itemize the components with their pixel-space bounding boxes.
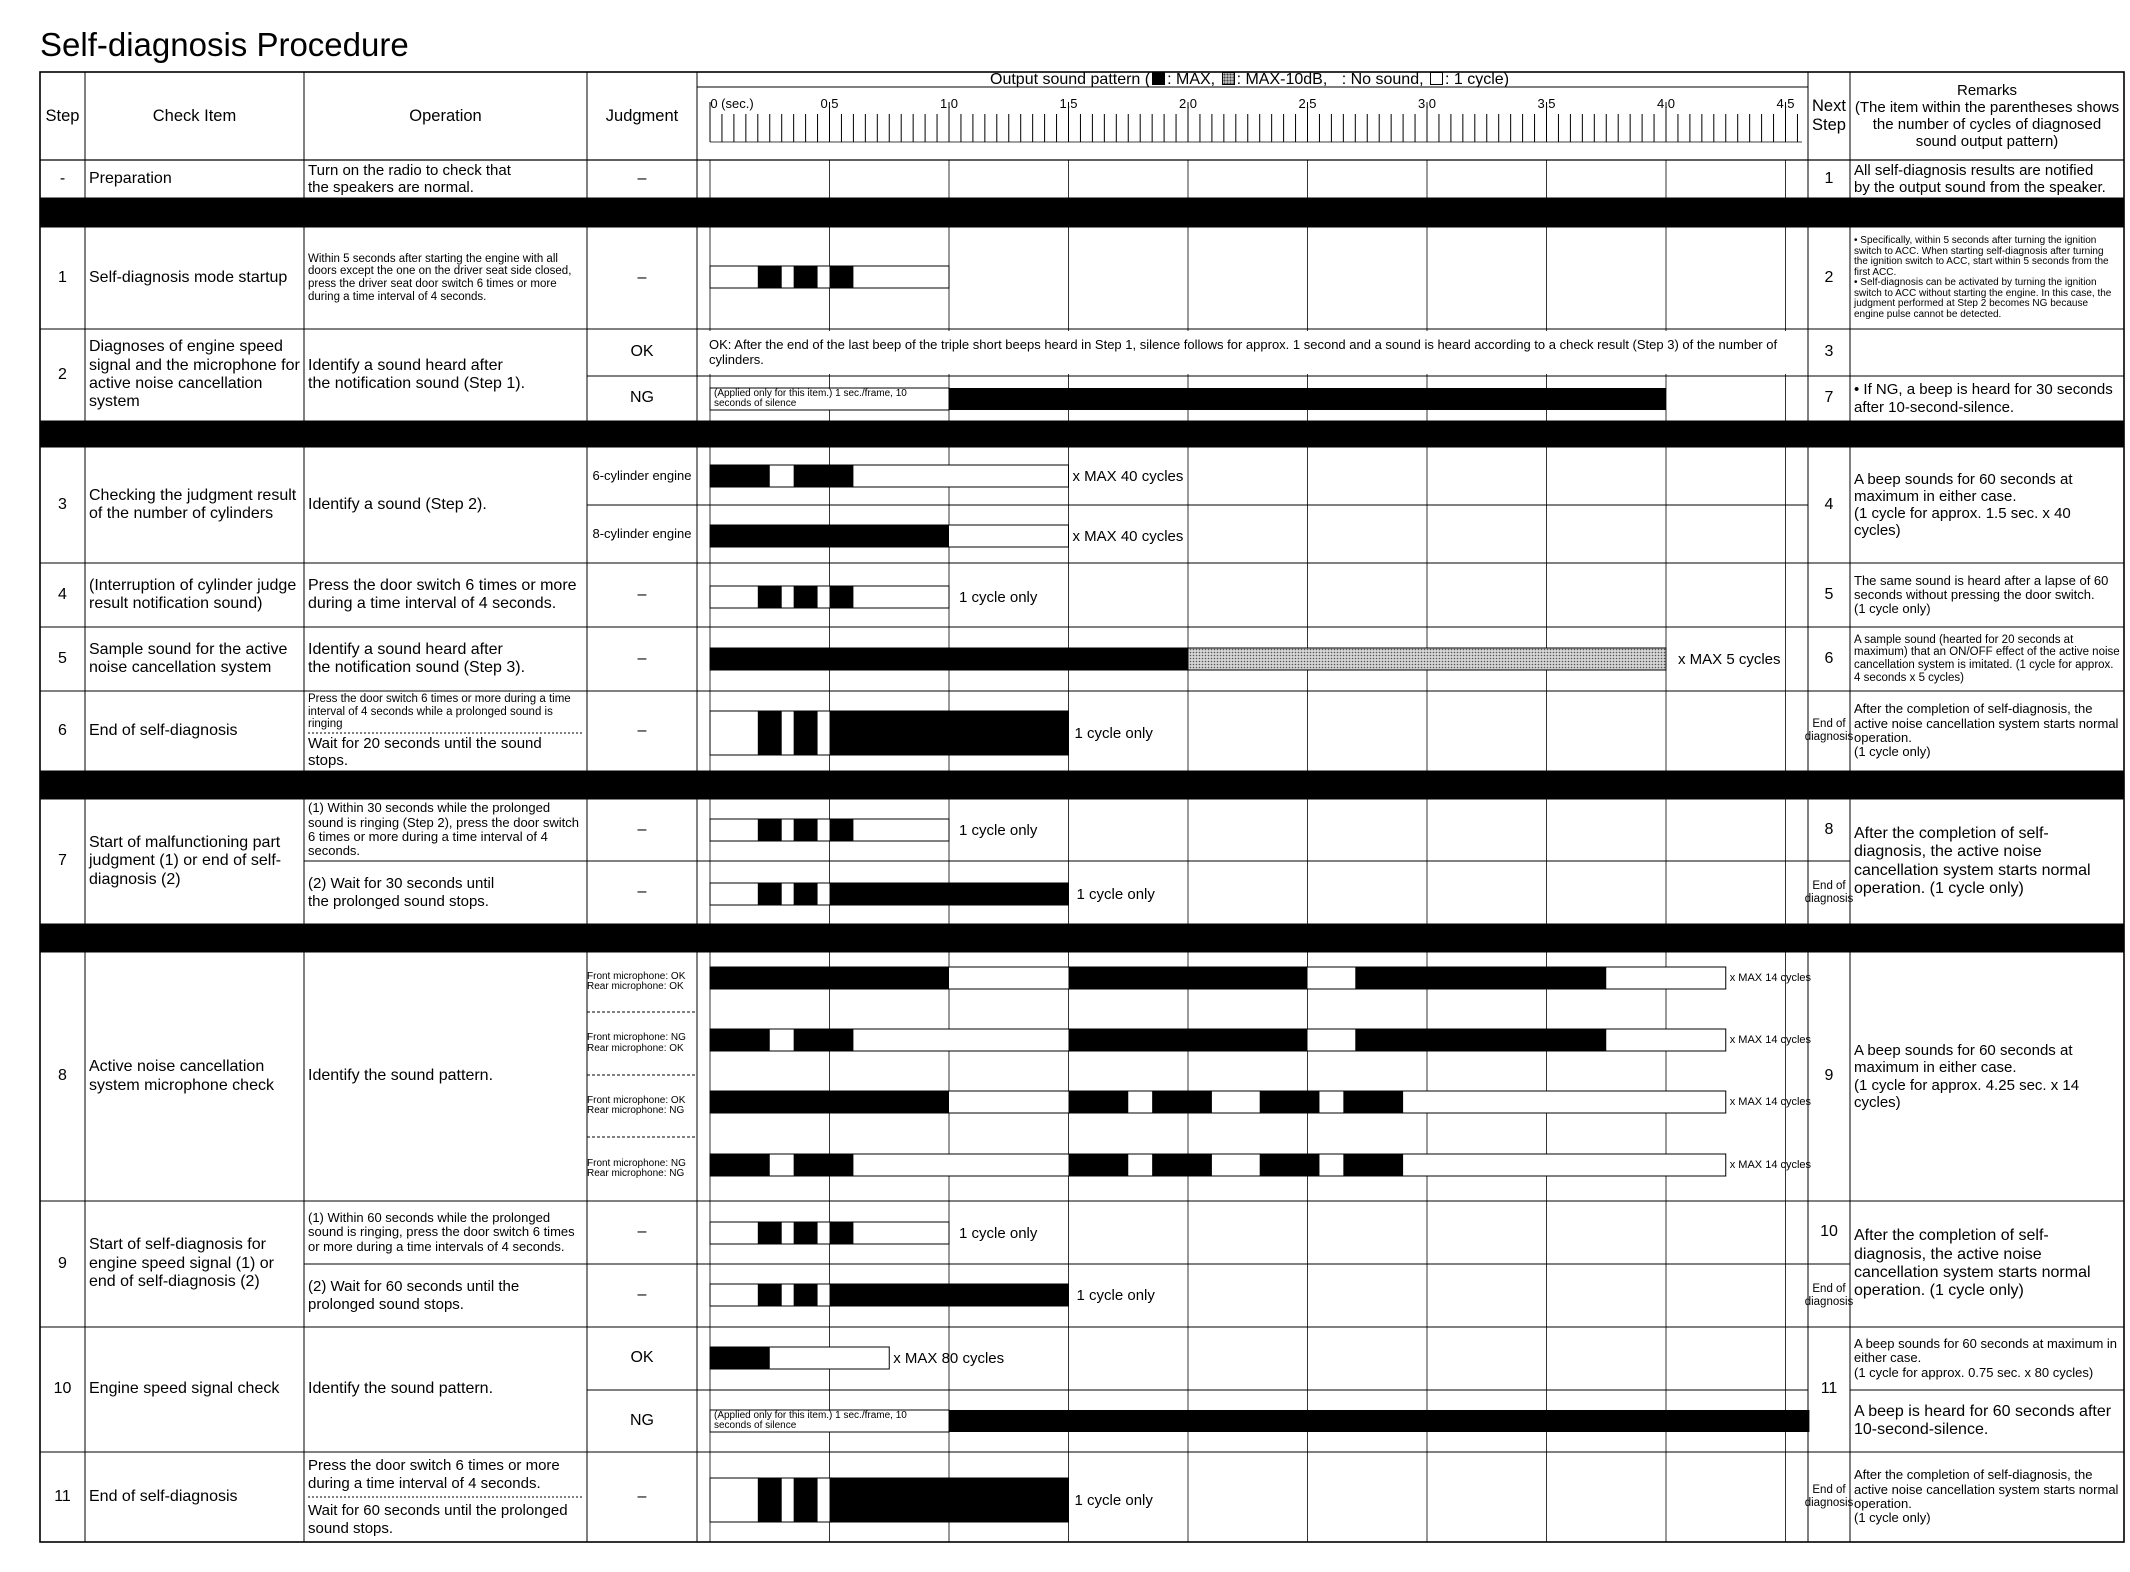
- judgment-text: –: [637, 585, 647, 603]
- operation-text-b: Wait for 20 seconds until the sound stops.: [308, 734, 542, 769]
- judgment-text: –: [637, 1286, 647, 1304]
- cycles-label: x MAX 80 cycles: [893, 1349, 1005, 1367]
- operation-text: Identify the sound pattern.: [308, 1067, 494, 1085]
- timeline-tick-label: 0.5: [820, 96, 839, 111]
- judgment-ng: NG: [630, 389, 654, 407]
- step-number: 8: [58, 1067, 67, 1085]
- timeline-tick-label: 2.5: [1298, 96, 1317, 111]
- timeline-tick-label: 4.0: [1656, 96, 1676, 111]
- step-number: 5: [58, 649, 67, 667]
- operation-text: Identify a sound heard after the notification sound (Step 3).: [308, 640, 526, 676]
- cycles-label: 1 cycle only: [959, 821, 1038, 839]
- cycles-label: 1 cycle only: [1074, 1491, 1153, 1509]
- header-check-item: Check Item: [152, 106, 237, 125]
- check-item: Sample sound for the active noise cancellation system: [89, 640, 288, 676]
- legend-max10-swatch: [1222, 72, 1235, 85]
- cycles-label: x MAX 14 cycles: [1729, 972, 1812, 984]
- header-next-step: Next Step: [1812, 97, 1846, 134]
- judgment-microphone: Front microphone: NG Rear microphone: OK: [587, 1032, 686, 1054]
- check-item: Start of self-diagnosis for engine speed signal (1) or end of self-diagnosis (2): [89, 1236, 275, 1291]
- legend-none: : No sound,: [1341, 71, 1428, 88]
- next-step: 8: [1824, 820, 1834, 838]
- procedure-table: [40, 72, 2124, 1542]
- check-item: Start of malfunctioning part judgment (1) or end of self-diagnosis (2): [89, 833, 282, 888]
- timeline-tick-label: 0 (sec.): [710, 96, 754, 111]
- output-pattern-title: [990, 71, 1509, 89]
- ng-silence-note: (Applied only for this item.) 1 sec./frame, 10 seconds of silence: [714, 1409, 907, 1431]
- operation-text: Identify a sound heard after the notification sound (Step 1).: [308, 356, 526, 392]
- remarks-text: A beep sounds for 60 seconds at maximum in either case. (1 cycle for approx. 0.75 sec. x 80 cycles): [1854, 1336, 2118, 1380]
- judgment-text: –: [637, 268, 647, 286]
- next-step: 10: [1820, 1223, 1838, 1241]
- judgment-microphone: Front microphone: OK Rear microphone: OK: [587, 970, 686, 992]
- ng-silence-note: (Applied only for this item.) 1 sec./frame, 10 seconds of silence: [714, 387, 907, 409]
- operation-text: Press the door switch 6 times or more during a time interval of 4 seconds.: [308, 576, 577, 612]
- operation-text: Within 5 seconds after starting the engine with all doors except the one on the driver seat side closed, press the driver seat door switch 6 times or more during a time interval of 4 seconds.: [308, 252, 572, 303]
- operation-text-a: Press the door switch 6 times or more during a time interval of 4 seconds while a prolonged sound is ringing: [308, 693, 571, 731]
- header-judgment: Judgment: [605, 106, 679, 125]
- next-step: End of diagnosis: [1804, 1484, 1854, 1509]
- check-item: Engine speed signal check: [89, 1380, 280, 1398]
- check-item: End of self-diagnosis: [89, 1487, 238, 1505]
- next-step: 6: [1824, 649, 1834, 667]
- next-step: 1: [1824, 169, 1834, 187]
- next-step: 7: [1824, 389, 1834, 407]
- timeline-tick-label: 1.0: [939, 96, 959, 111]
- cycles-label: x MAX 14 cycles: [1729, 1034, 1812, 1046]
- remarks-text: After the completion of self-diagnosis, the active noise cancellation system starts normal operation. (1 cycle only): [1854, 824, 2091, 897]
- operation-text-2: (2) Wait for 30 seconds until the prolonged sound stops.: [308, 875, 495, 910]
- next-step: 4: [1824, 495, 1834, 513]
- header-remarks: Remarks (The item within the parentheses shows the number of cycles of diagnosed sound output pattern): [1854, 81, 2120, 151]
- next-step: End of diagnosis: [1804, 879, 1854, 905]
- next-step: 9: [1824, 1067, 1834, 1085]
- judgment-text: –: [637, 820, 647, 838]
- judgment-ok: OK: [630, 343, 654, 361]
- ok-note: OK: After the end of the last beep of the triple short beeps heard in Step 1, silence follows for approx. 1 second and a sound is heard according to a check result (Step 3) of the number of cylinders.: [709, 337, 1778, 367]
- remarks-text: • Specifically, within 5 seconds after turning the ignition switch to ACC. When starting self-diagnosis after turning the ignition switch to ACC, start within 5 seconds from the first ACC. • Self-diagnosis can be activated by turning the ignition switch to ACC without starting the engine. In this case, the judgment performed at Step 2 becomes NG because engine pulse cannot be detected.: [1854, 235, 2112, 320]
- remarks-text: After the completion of self-diagnosis, the active noise cancellation system starts normal operation. (1 cycle only): [1854, 701, 2119, 760]
- timeline-tick-label: 1.5: [1059, 96, 1078, 111]
- check-item: (Interruption of cylinder judge result notification sound): [89, 576, 297, 612]
- next-step: 3: [1824, 343, 1834, 361]
- operation-text-a: Press the door switch 6 times or more during a time interval of 4 seconds.: [308, 1457, 560, 1492]
- page-title: Self-diagnosis Procedure: [40, 26, 409, 63]
- judgment-microphone: Front microphone: NG Rear microphone: NG: [587, 1157, 686, 1179]
- table-cells: [40, 72, 2124, 1542]
- check-item: Preparation: [89, 169, 172, 187]
- remarks-text: A sample sound (hearted for 20 seconds at maximum) that an ON/OFF effect of the active noise cancellation system is imitated. (1 cycle for approx. 4 seconds x 5 cycles): [1854, 633, 2120, 684]
- step-number: 11: [54, 1487, 71, 1505]
- step-number: 6: [58, 721, 67, 739]
- step-number: -: [59, 169, 66, 187]
- header-operation: Operation: [409, 106, 482, 125]
- legend-max: : MAX,: [1167, 71, 1220, 88]
- operation-text: Identify the sound pattern.: [308, 1380, 494, 1398]
- judgment-text: –: [637, 649, 647, 667]
- cycles-label: x MAX 14 cycles: [1729, 1096, 1812, 1108]
- remarks-text: • If NG, a beep is heard for 30 seconds after 10-second-silence.: [1854, 381, 2113, 416]
- check-item: Active noise cancellation system microphone check: [89, 1058, 274, 1094]
- judgment-text: –: [637, 721, 647, 739]
- step-number: 7: [58, 852, 67, 870]
- operation-text-2: (2) Wait for 60 seconds until the prolonged sound stops.: [308, 1278, 520, 1313]
- header-step: Step: [45, 106, 80, 125]
- remarks-text: The same sound is heard after a lapse of 60 seconds without pressing the door switch. (1 cycle only): [1854, 572, 2109, 617]
- step-number: 4: [58, 585, 67, 603]
- operation-text: Turn on the radio to check that the speakers are normal.: [308, 161, 511, 196]
- cycles-label: 1 cycle only: [959, 1224, 1038, 1242]
- judgment-text: –: [637, 169, 647, 187]
- legend-cycle-swatch: [1430, 72, 1443, 85]
- timeline-tick-label: 3.5: [1537, 96, 1556, 111]
- timeline-tick-label: 3.0: [1417, 96, 1437, 111]
- operation-text: Identify a sound (Step 2).: [308, 495, 487, 513]
- operation-text-1: (1) Within 60 seconds while the prolonged sound is ringing, press the door switch 6 times or more during a time intervals of 4 seconds.: [308, 1210, 575, 1254]
- timeline-tick-label: 2.0: [1178, 96, 1198, 111]
- check-item: End of self-diagnosis: [89, 721, 238, 739]
- step-number: 3: [58, 495, 67, 513]
- next-step: 2: [1824, 268, 1834, 286]
- check-item: Diagnoses of engine speed signal and the microphone for active noise cancellation system: [89, 338, 300, 411]
- next-step: 11: [1820, 1380, 1838, 1398]
- operation-text-b: Wait for 60 seconds until the prolonged sound stops.: [308, 1502, 568, 1537]
- judgment-6-cylinder: 6-cylinder engine: [592, 467, 692, 483]
- remarks-text: After the completion of self-diagnosis, the active noise cancellation system starts normal operation. (1 cycle only): [1854, 1227, 2091, 1300]
- cycles-label: x MAX 5 cycles: [1678, 650, 1781, 668]
- judgment-ok: OK: [630, 1349, 654, 1367]
- remarks-text: All self-diagnosis results are notified by the output sound from the speaker.: [1854, 161, 2106, 196]
- judgment-microphone: Front microphone: OK Rear microphone: NG: [587, 1094, 686, 1116]
- cycles-label: x MAX 40 cycles: [1072, 527, 1184, 545]
- legend-prefix: Output sound pattern (: [990, 71, 1151, 88]
- judgment-text: –: [637, 1487, 647, 1505]
- step-number: 1: [58, 268, 67, 286]
- remarks-text: After the completion of self-diagnosis, the active noise cancellation system starts normal operation. (1 cycle only): [1854, 1467, 2119, 1526]
- judgment-text: –: [637, 1223, 647, 1241]
- timeline-tick-label: 4.5: [1776, 96, 1795, 111]
- step-number: 9: [58, 1254, 67, 1272]
- cycles-label: 1 cycle only: [959, 588, 1038, 606]
- legend-none-swatch: [1334, 72, 1340, 85]
- remarks-text: A beep sounds for 60 seconds at maximum in either case. (1 cycle for approx. 1.5 sec. x 40 cycles): [1854, 470, 2073, 540]
- cycles-label: x MAX 40 cycles: [1072, 467, 1184, 485]
- next-step: End of diagnosis: [1804, 718, 1854, 743]
- judgment-text: –: [637, 883, 647, 901]
- remarks-text: A beep is heard for 60 seconds after 10-second-silence.: [1854, 1402, 2112, 1438]
- legend-max10: : MAX-10dB,: [1236, 71, 1332, 88]
- cycles-label: 1 cycle only: [1074, 724, 1153, 742]
- cycles-label: 1 cycle only: [1076, 885, 1155, 903]
- operation-text-1: (1) Within 30 seconds while the prolonged sound is ringing (Step 2), press the door switch 6 times or more during a time interval of 4 seconds.: [308, 800, 579, 859]
- step-number: 2: [58, 365, 67, 383]
- cycles-label: 1 cycle only: [1076, 1286, 1155, 1304]
- legend-max-swatch: [1152, 72, 1165, 85]
- remarks-text: A beep sounds for 60 seconds at maximum in either case. (1 cycle for approx. 4.25 sec. x 14 cycles): [1854, 1042, 2080, 1111]
- check-item: Checking the judgment result of the number of cylinders: [89, 486, 297, 522]
- check-item: Self-diagnosis mode startup: [89, 268, 288, 286]
- legend-cycle: : 1 cycle): [1445, 71, 1510, 88]
- step-number: 10: [53, 1380, 72, 1398]
- next-step: End of diagnosis: [1804, 1282, 1854, 1308]
- judgment-8-cylinder: 8-cylinder engine: [592, 525, 692, 541]
- judgment-ng: NG: [630, 1411, 654, 1429]
- next-step: 5: [1824, 585, 1834, 603]
- cycles-label: x MAX 14 cycles: [1729, 1159, 1812, 1171]
